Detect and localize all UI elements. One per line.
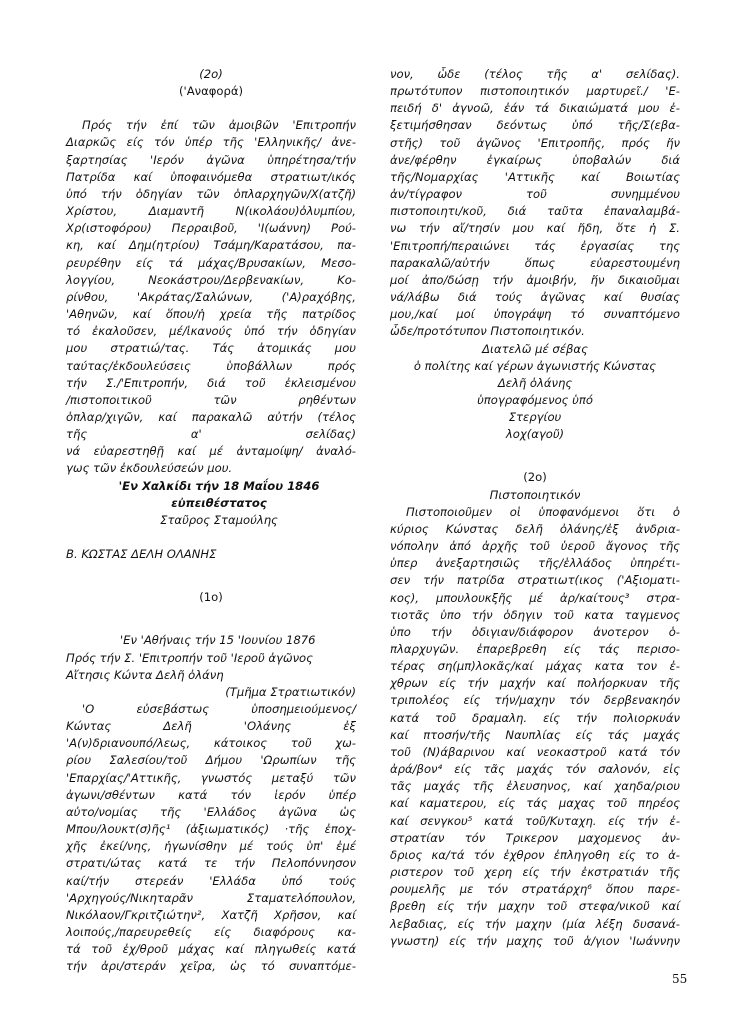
text-line: Πιστοποιοῦμεν οἱ ὑποφανόμενοι ὅτι ὁ [406, 504, 680, 519]
text-line: Κώντας Δελῆ 'Ολάνης ἐξ [66, 719, 356, 734]
text-line: ὑπό τήν ὁδηγίαν τῶν ὁπλαρχηγῶν/Χ(ατζῆ) [66, 186, 356, 201]
text-line: τῆς/Νομαρχίας 'Αττικῆς καί Βοιωτίας [390, 169, 680, 184]
text-line: δριος κα/τά τόν ἐχθρον ἐπληγοθη είς το ἀ- [390, 847, 680, 862]
text-line: Νικόλαον/Γκριτζιώτην², Χατζῆ Χρῆσον, καί [66, 907, 356, 922]
text-line: Πρός τήν ἐπί τῶν ἀμοιβῶν 'Επιτροπήν [82, 118, 356, 133]
text-line: 'Επιτροπή/περαιώνει τάς ἐργασίας της [390, 238, 680, 253]
text-line: νόπολην ἀπό ἀρχῆς τοῦ ὑεροῦ ἄγονος τῆς [390, 539, 680, 554]
text-line: τήν ἀρι/στεράν χεῖρα, ὡς τό συναπτόμε- [66, 959, 356, 974]
text-line: τό ἐκαλοῦσεν, μέ/ἱκανούς ὑπό τήν ὁδηγίαν [66, 324, 356, 339]
closing: εὐπειθέστατος [171, 495, 267, 510]
text-line: ξετιμήσθησαν δεόντως ὑπό τῆς/Σ(εβα- [390, 118, 680, 133]
text-line: Διαρκῶς είς τόν ὑπέρ τῆς 'Ελληνικῆς/ ἀνε- [66, 135, 356, 150]
text-line: ριστερον τοῦ χερη είς τήν ἐκστρατιάν τῆς [390, 865, 680, 880]
text-line: ἀγωνι/σθέντων κατά τόν ἱερόν ὑπέρ [66, 787, 356, 802]
text-line: κατά τοῦ δραμαλη. είς τήν πολιορκυάν [390, 710, 680, 725]
text-line: λοιπούς,/παρευρεθείς είς διαφόρους κα- [66, 925, 356, 940]
text-line: ὁ πολίτης καί γέρων ἀγωνιστής Κώνστας [413, 358, 657, 373]
doc-body [66, 117, 356, 477]
text-line: καί σενγκου⁵ κατά τοῦ/Κυταχη. είς τήν ἐ- [390, 813, 680, 828]
text-line: νον, ὧδε (τέλος τῆς α' σελίδας). [390, 67, 680, 81]
text-line: Δελῆ ὀλάνης [497, 375, 573, 390]
text-line: ὑπερ ἀνεξαρτησιῶς τῆς/ἑλλάδος ὑπηρέτι- [390, 556, 680, 571]
text-line: καί/τήν στερεάν 'Ελλάδα ὑπό τούς [66, 873, 356, 888]
text-line: λεβαδιας, είς τήν μαχην (μία λέξη δυσανά- [390, 916, 680, 931]
doc-body [390, 66, 680, 341]
doc-heading: (1ο) [199, 590, 223, 605]
text-line: Χρ(ιστοφόρου) Περραιβοῦ, 'Ι(ωάννη) Ρού- [66, 221, 356, 236]
text-line: Πατρίδα καί ὑποφαινόμεθα στρατιωτ/ικός [66, 169, 356, 184]
signature: Σταῦρος Σταμούλης [160, 512, 278, 527]
text-line: ὑπο τήν ὁδιγιαν/διάφορον ἀνοτερον ὁ- [390, 624, 680, 639]
spacer [66, 529, 356, 546]
text-line: χῆς ἐκεί/νης, ἠγωνίσθην μέ τούς ὑπ' ἐμέ [66, 839, 356, 854]
text-line: νω τήν αἴ/τησίν μου καί ἤδη, ὅτε ἡ Σ. [390, 221, 680, 236]
text-line: παρακαλῶ/αὐτήν ὅπως εὐαρεστουμένη [390, 255, 680, 270]
text-line: Μπου/λουκτ(σ)ῆς¹ (ἀξιωματικός) ·τῆς ἐποχ- [66, 822, 356, 837]
text-line: πλαρχυγῶν. ἐπαρεβρεθη είς τάς περισο- [390, 642, 680, 656]
text-line: γνωστη) είς τήν μαχης τοῦ ἁ/γιον 'Ιωάννην [390, 933, 680, 948]
text-line: ρευρέθην είς τά μάχας/Βρυσακίων, Μεσο- [66, 255, 356, 270]
doc-subheading: ('Αναφορά) [178, 84, 244, 99]
text-line: καί πτοσήν/τῆς Ναυπλίας είς τάς μαχάς [390, 727, 680, 742]
addressee: Πρός τήν Σ. 'Επιτροπήν τοῦ 'Ιεροῦ ἀγῶνος [66, 650, 313, 665]
text-line: λογγίου, Νεοκάστρου/Δερβενακίων, Κο- [66, 272, 356, 287]
left-column [66, 66, 356, 976]
spacer [390, 443, 680, 469]
place-date: 'Εν Χαλκίδι τήν 18 Μαΐου 1846 [118, 478, 320, 493]
text-line: πιστοποιητι/κοῦ, διά ταῦτα ἐπαναλαμβά- [390, 204, 680, 219]
text-line: ξαρτησίας 'Ιερόν ἀγῶνα ὑπηρέτησα/τήν [66, 152, 356, 167]
doc-heading: (2ο) [199, 67, 223, 81]
place-date: 'Εν 'Αθήναις τήν 15 'Ιουνίου 1876 [120, 633, 316, 648]
closing-block [390, 341, 680, 444]
text-line: τριπολέος είς τήν/μαχην τόν δερβενακηόν [390, 693, 680, 708]
text-line: βρεθη είς τήν μαχην τοῦ στεφα/νικοῦ καί [390, 899, 680, 914]
text-line: λοχ(αγοῦ) [505, 427, 565, 442]
text-line: τῆς α' σελίδας) [66, 427, 356, 442]
right-column [390, 66, 680, 950]
text-line: ρουμελῆς με τόν στρατάρχη⁶ ὅπου παρε- [390, 882, 680, 897]
spacer [66, 563, 356, 589]
text-line: μου στρατιώ/τας. Τάς ἀτομικάς μου [66, 341, 356, 356]
text-line: στῆς) τοῦ ἀγῶνος 'Επιτροπῆς, πρός ἥν [390, 135, 680, 150]
text-line: /πιστοποιτικοῦ τῶν ρηθέντων [66, 392, 356, 407]
subject: Αἴτησις Κώντα Δελῆ ὀλάνη [66, 667, 224, 682]
text-line: Στεργίου [508, 410, 562, 425]
text-line: ρίνθου, 'Ακράτας/Σαλώνων, ('Α)ραχόβης, [66, 289, 356, 304]
text-line: τέρας ση(μπ)λοκᾶς/καί μάχας κατα τον ἐ- [390, 659, 680, 674]
text-line: τήν Σ./'Επιτροπήν, διά τοῦ ἐκλεισμένου [66, 375, 356, 390]
text-line: Διατελῶ μέ σέβας [482, 341, 588, 356]
text-line: 'Ο εὐσεβάστως ὑποσημειούμενος/ [82, 702, 356, 716]
doc-body [390, 504, 680, 950]
text-line: κύριος Κώνστας δελῆ ὀλάνης/ἐξ ἀνδρια- [390, 521, 680, 536]
doc-heading: (2ο) [523, 470, 547, 485]
text-line: κη, καί Δημ(ητρίου) Τσάμη/Καρατάσου, πα- [66, 238, 356, 253]
text-line: ὧδε/προτότυπον Πιστοποιητικόν. [390, 324, 585, 339]
text-line: ὁπλαρ/χιγῶν, καί παρακαλῶ αὐτήν (τέλος [66, 409, 356, 424]
department: (Τμῆμα Στρατιωτικόν) [225, 684, 356, 699]
text-line: 'Αρχηγούς/Νικηταρᾶν Σταματελόπουλον, [66, 890, 356, 905]
text-line: χθρων είς τήν μαχήν καί πολήορκυαν τῆς [390, 676, 680, 691]
text-line: ὑπογραφόμενος ὑπό [477, 392, 593, 407]
text-line: στρατίαν τόν Τρικερον μαχομενος ἀν- [390, 830, 680, 845]
text-line: τοῦ (Ν)άβαρινου καί νεοκαστροῦ κατά τόν [390, 744, 680, 759]
text-line: πειδή δ' ἀγνοῶ, ἐάν τά δικαιώματά μου ἐ- [390, 101, 680, 116]
doc-body [66, 701, 356, 976]
spacer [66, 100, 356, 117]
text-line: 'Α(ν)δριανουπό/λεως, κάτοικος τοῦ χω- [66, 736, 356, 751]
text-line: μου,/καί μοί ὑπογράψη τό συναπτόμενο [390, 307, 680, 322]
text-line: ἀρά/βον⁴ είς τᾶς μαχάς τόν σαλονόν, εἰς [390, 762, 680, 777]
text-line: νά/λάβω διά τούς ἀγῶνας καί θυσίας [390, 290, 680, 305]
text-line: σεν τήν πατρίδα στρατιωτ(ικος ('Αξιοματι- [390, 573, 680, 588]
text-line: τά τοῦ ἐχ/θροῦ μάχας καί πληγωθείς κατά [66, 942, 356, 957]
spacer [66, 606, 356, 632]
text-line: Χρίστου, Διαμαντῆ Ν(ικολάου)ὀλυμπίου, [66, 204, 356, 219]
text-line: ἀν/τίγραφον τοῦ συνημμένου [390, 187, 680, 202]
text-line: 'Αθηνῶν, καί ὅπου/ἡ χρεία τῆς πατρίδος [66, 307, 356, 322]
page-number: 55 [672, 972, 688, 986]
text-line: ρίου Σαλεσίου/τοῦ Δήμου 'Ωρωπίων τῆς [66, 753, 356, 768]
section-title: Β. ΚΩΣΤΑΣ ΔΕΛΗ ΟΛΑΝΗΣ [66, 547, 217, 562]
text-line: γως τῶν ἐκδουλεύσεών μου. [66, 461, 233, 476]
text-line: πρωτότυπον πιστοποιητικόν μαρτυρεῖ./ 'Ε- [390, 84, 680, 99]
text-line: τιοτᾶς ὑπο τήν ὁδηγιν τοῦ κατα ταγμενος [390, 607, 680, 622]
text-line: τᾶς μαχάς τῆς ἐλευσηνος, καί χαηδα/ριου [390, 779, 680, 794]
doc-title: Πιστοποιητικόν [489, 487, 581, 502]
text-line: νά εὐαρεστηθῇ καί μέ ἀνταμοίψη/ ἀναλό- [66, 444, 356, 459]
text-line: κος), μπουλουκξῆς μέ ἀρ/καίτους³ στρα- [390, 590, 680, 605]
text-line: ταύτας/ἐκδουλεύσεις ὑποβάλλων πρός [66, 358, 356, 373]
text-line: 'Επαρχίας/'Αττικῆς, γνωστός μεταξύ τῶν [66, 770, 356, 785]
text-line: αὐτο/νομίας τῆς 'Ελλάδος ἀγῶνα ὡς [66, 804, 356, 819]
text-line: καί καματερου, είς τάς μαχας τοῦ πηρέος [390, 796, 680, 811]
text-line: στρατι/ώτας κατά τε τήν Πελοπόννησον [66, 856, 356, 871]
text-line: ἀνε/φέρθην ἐγκαίρως ὑποβαλών διά [390, 152, 680, 167]
text-line: μοί ἀπο/δώσῃ τήν ἀμοιβήν, ἥν δικαιοῦμαι [390, 272, 680, 287]
